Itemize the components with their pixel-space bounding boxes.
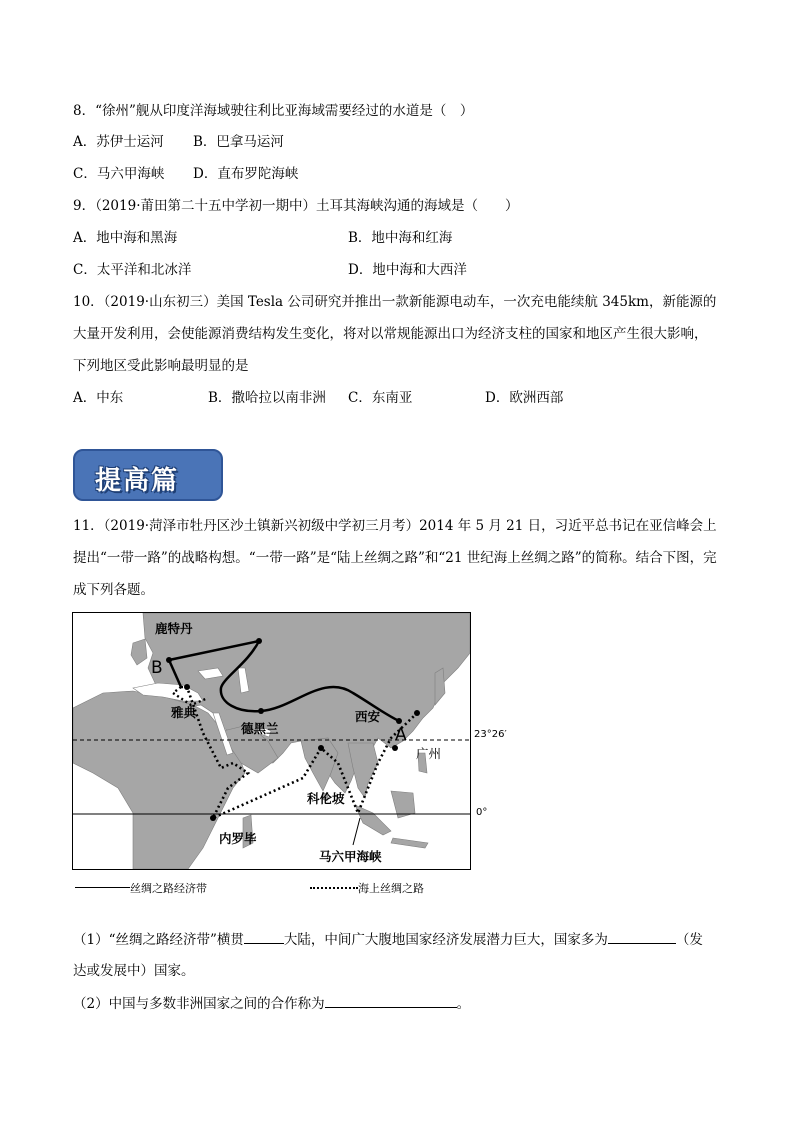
q11-sub2-text-b: 。 <box>456 996 471 1012</box>
fuzhou-dot <box>414 710 420 716</box>
q8-stem: 8．“徐州”舰从印度洋海域驶往利比亚海域需要经过的水道是（ ） <box>73 103 474 119</box>
q9-option-d[interactable]: D．地中海和大西洋 <box>348 262 467 278</box>
section-banner <box>73 449 223 501</box>
legend-land-swatch <box>75 887 130 888</box>
q9-option-b[interactable]: B．地中海和红海 <box>348 230 453 246</box>
label-a: A <box>395 725 407 745</box>
label-colombo: 科伦坡 <box>307 791 345 806</box>
legend-land-label: 丝绸之路经济带 <box>130 882 207 895</box>
sumatra-landmass <box>355 805 391 835</box>
belt-road-map <box>72 612 471 870</box>
rotterdam-dot <box>166 657 172 663</box>
label-tehran: 德黑兰 <box>241 721 279 736</box>
q11-sub1-line2: 达或发展中）国家。 <box>73 963 195 979</box>
label-tropic: 23°26′ <box>474 729 507 740</box>
map-svg <box>73 613 470 869</box>
section-title: 提高篇 <box>95 466 180 496</box>
q10-stem-line3: 下列地区受此影响最明显的是 <box>73 358 249 374</box>
q11-sub2-blank[interactable] <box>325 993 457 1008</box>
q11-stem-line3: 成下列各题。 <box>73 582 154 598</box>
q10-option-c[interactable]: C．东南亚 <box>348 390 413 406</box>
q8-option-a[interactable]: A．苏伊士运河 <box>73 134 164 150</box>
q8-option-b[interactable]: B．巴拿马运河 <box>193 134 284 150</box>
java-landmass <box>391 838 428 848</box>
q11-stem-line2: 提出“一带一路”的战略构想。“一带一路”是“陆上丝绸之路”和“21 世纪海上丝绸之路”的简称。结合下图，完 <box>73 550 717 566</box>
nairobi-dot <box>210 815 216 821</box>
malacca-pointer <box>353 818 360 845</box>
xian-dot <box>396 718 402 724</box>
label-nairobi: 内罗毕 <box>219 831 257 846</box>
kolkata-dot <box>318 745 324 751</box>
q11-sub2-text-a: （2）中国与多数非洲国家之间的合作称为 <box>73 996 325 1012</box>
q11-sub1-blank2[interactable] <box>608 929 676 944</box>
label-athens: 雅典 <box>171 705 197 720</box>
label-xian: 西安 <box>355 709 381 724</box>
japan-landmass <box>435 668 445 705</box>
tehran-dot <box>258 708 264 714</box>
label-rotterdam: 鹿特丹 <box>155 621 193 636</box>
q9-stem: 9．（2019·莆田第二十五中学初一期中）土耳其海峡沟通的海域是（ ） <box>73 198 519 214</box>
britain-landmass <box>131 639 147 665</box>
q8-option-d[interactable]: D．直布罗陀海峡 <box>193 166 299 182</box>
q8-option-c[interactable]: C．马六甲海峡 <box>73 166 165 182</box>
q10-option-d[interactable]: D．欧洲西部 <box>485 390 564 406</box>
label-guangzhou: 广州 <box>416 746 442 761</box>
q11-sub1-text-b: 大陆，中间广大腹地国家经济发展潜力巨大，国家多为 <box>283 932 608 948</box>
q9-option-c[interactable]: C．太平洋和北冰洋 <box>73 262 192 278</box>
q11-sub2-line <box>73 993 470 1014</box>
guangzhou-dot <box>392 745 398 751</box>
legend-sea-label: 海上丝绸之路 <box>358 882 424 895</box>
moscow-dot <box>256 638 262 644</box>
q10-option-a[interactable]: A．中东 <box>73 390 124 406</box>
q11-sub1-line1 <box>73 929 703 950</box>
q10-option-b[interactable]: B．撒哈拉以南非洲 <box>208 390 326 406</box>
q11-sub1-blank1[interactable] <box>244 929 284 944</box>
legend-sea-swatch <box>310 887 358 889</box>
q11-stem-line1: 11．（2019·菏泽市牡丹区沙土镇新兴初级中学初三月考）2014 年 5 月 21 日，习近平总书记在亚信峰会上 <box>73 518 717 534</box>
label-equator: 0° <box>476 807 488 818</box>
q11-sub1-text-c: （发 <box>675 932 703 948</box>
label-b: B <box>151 658 163 678</box>
q10-stem-line2: 大量开发利用，会使能源消费结构发生变化，将对以常规能源出口为经济支柱的国家和地区产生很大影响， <box>73 326 708 342</box>
q10-stem-line1: 10．（2019·山东初三）美国 Tesla 公司研究并推出一款新能源电动车，一次充电能续航 345km，新能源的 <box>73 294 717 310</box>
label-malacca: 马六甲海峡 <box>319 849 382 864</box>
q11-sub1-text-a: （1）“丝绸之路经济带”横贯 <box>73 932 244 948</box>
q9-option-a[interactable]: A．地中海和黑海 <box>73 230 178 246</box>
athens-dot <box>184 684 190 690</box>
land-layer <box>73 613 470 869</box>
